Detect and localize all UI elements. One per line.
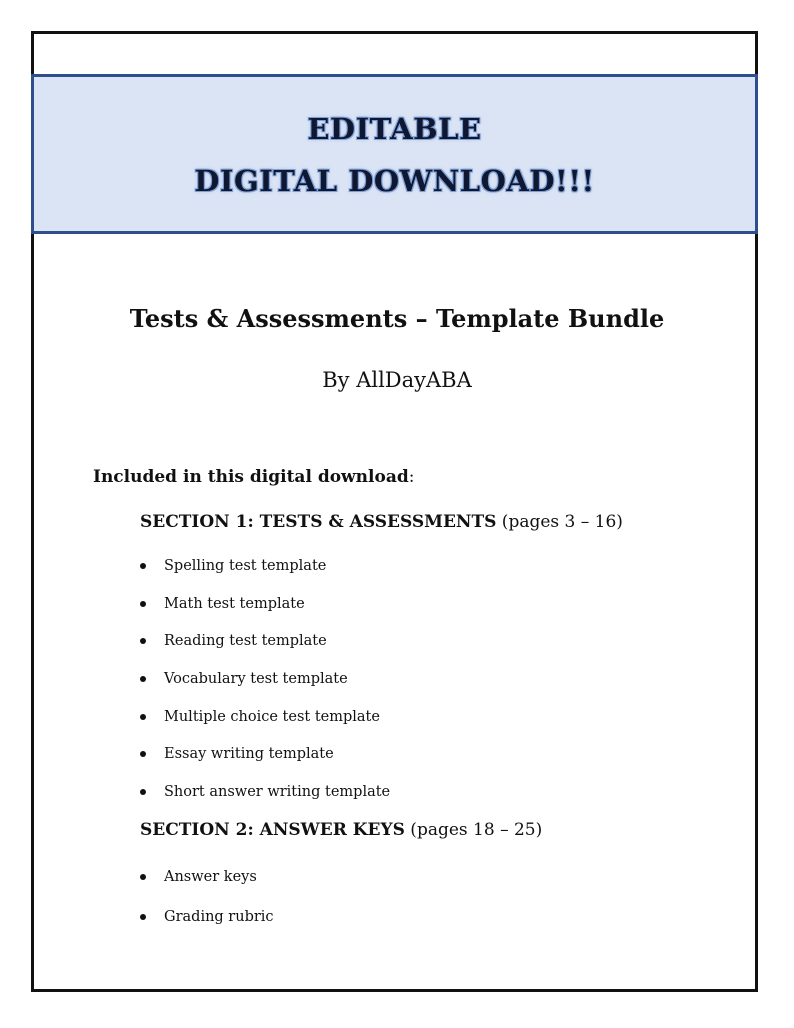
section-2-pages: (pages 18 – 25) (404, 820, 543, 840)
download-banner (31, 74, 758, 234)
bullet-icon (140, 914, 146, 920)
list-item (140, 868, 274, 908)
list-item (140, 908, 274, 946)
section-2-heading (140, 820, 542, 840)
list-item-text: Vocabulary test template (164, 671, 348, 688)
list-item-text: Spelling test template (164, 558, 327, 574)
list-item-text: Short answer writing template (164, 784, 391, 801)
bullet-icon (140, 874, 146, 880)
bullet-icon (140, 714, 146, 720)
included-intro-label: Included in this digital download (93, 467, 409, 487)
list-item-text: Reading test template (164, 633, 327, 650)
list-item (140, 632, 390, 670)
section-1-heading (140, 512, 623, 532)
bullet-icon (140, 601, 146, 607)
bullet-icon (140, 676, 146, 682)
banner-line-editable: EDITABLE (307, 112, 482, 146)
list-item (140, 783, 390, 821)
bullet-icon (140, 563, 146, 569)
list-item-text: Math test template (164, 595, 305, 612)
list-item (140, 595, 390, 633)
bullet-icon (140, 751, 146, 757)
section-2-label: SECTION 2: ANSWER KEYS (140, 820, 405, 840)
bullet-icon (140, 638, 146, 644)
list-item-text: Grading rubric (164, 909, 274, 925)
list-item-text: Multiple choice test template (164, 708, 380, 725)
section-1-pages: (pages 3 – 16) (496, 512, 623, 532)
list-item (140, 670, 390, 708)
document-title: Tests & Assessments – Template Bundle (129, 304, 665, 333)
bullet-icon (140, 789, 146, 795)
section-1-list (140, 557, 390, 821)
included-intro (93, 467, 414, 487)
section-2-list (140, 868, 274, 946)
included-intro-colon: : (408, 467, 415, 487)
list-item-text: Answer keys (164, 869, 257, 885)
list-item (140, 708, 390, 746)
section-1-label: SECTION 1: TESTS & ASSESSMENTS (140, 512, 497, 532)
list-item-text: Essay writing template (164, 746, 334, 763)
list-item (140, 745, 390, 783)
author-byline: By AllDayABA (322, 368, 472, 392)
list-item (140, 557, 390, 595)
banner-line-digital-download: DIGITAL DOWNLOAD!!! (194, 164, 595, 198)
